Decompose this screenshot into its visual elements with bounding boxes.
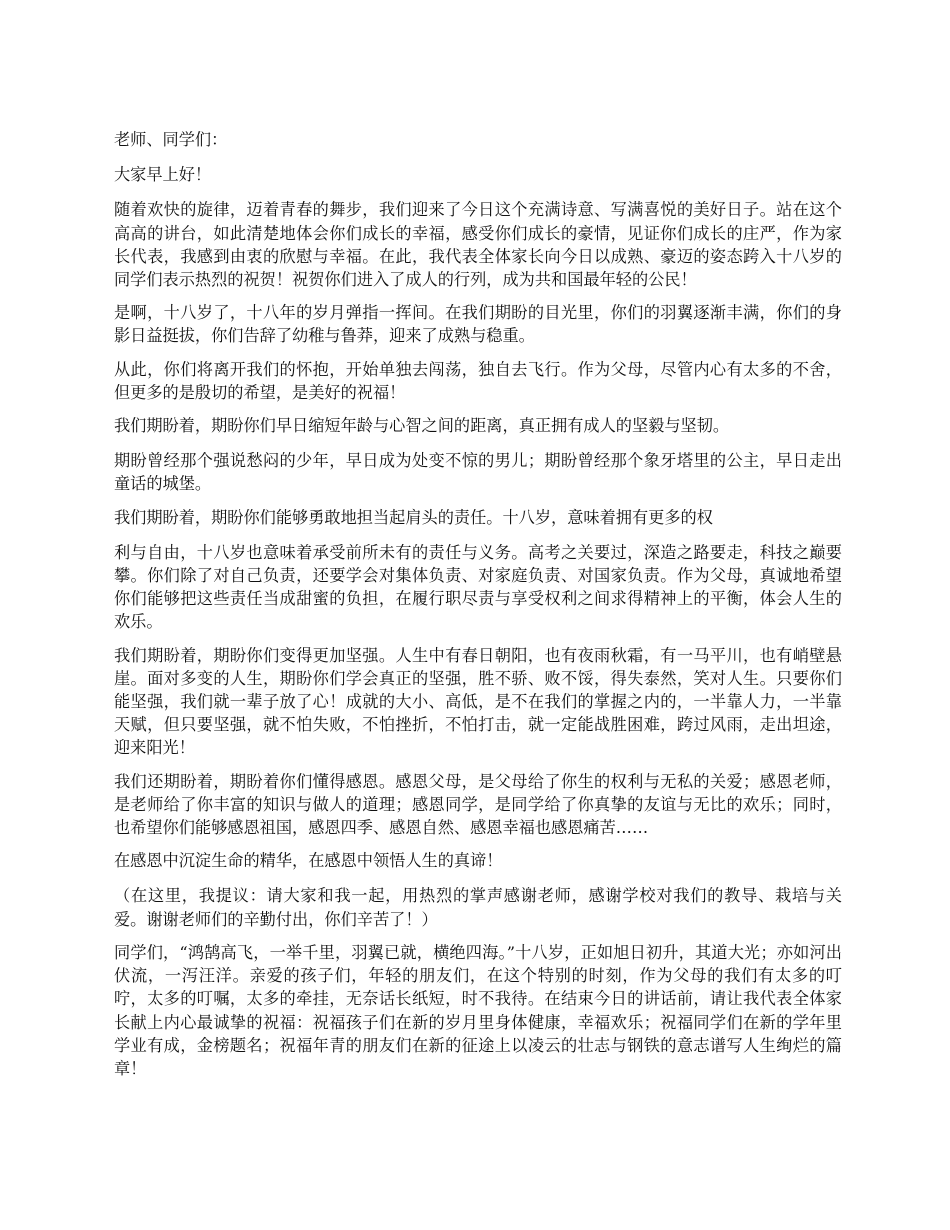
paragraph: 利与自由，十八岁也意味着承受前所未有的责任与义务。高考之关要过，深造之路要走，科技之巅要攀。你们除了对自己负责，还要学会对集体负责、对家庭负责、对国家负责。作为父母，真诚地希望你们能够把这些责任当成甜蜜的负担，在履行职尽责与享受权利之间求得精神上的平衡，体会人生的欢乐。: [114, 542, 842, 632]
paragraph: 我们期盼着，期盼你们早日缩短年龄与心智之间的距离，真正拥有成人的坚毅与坚韧。: [114, 416, 730, 436]
paragraph: 我们期盼着，期盼你们能够勇敢地担当起肩头的责任。十八岁，意味着拥有更多的权: [114, 507, 713, 527]
greeting: 大家早上好！: [114, 165, 212, 185]
document-page: [114, 128, 842, 1090]
paragraph: 期盼曾经那个强说愁闷的少年，早日成为处变不惊的男儿；期盼曾经那个象牙塔里的公主，早日走出童话的城堡。: [114, 451, 842, 494]
paragraph: 随着欢快的旋律，迈着青春的舞步，我们迎来了今日这个充满诗意、写满喜悦的美好日子。站在这个高高的讲台，如此清楚地体会你们成长的幸福，感受你们成长的豪情，见证你们成长的庄严，作为家长代表，我感到由衷的欣慰与幸福。在此，我代表全体家长向今日以成熟、豪迈的姿态跨入十八岁的同学们表示热烈的祝贺！祝贺你们进入了成人的行列，成为共和国最年轻的公民！: [114, 200, 842, 290]
paragraph: （在这里，我提议：请大家和我一起，用热烈的掌声感谢老师，感谢学校对我们的教导、栽培与关爱。谢谢老师们的辛勤付出，你们辛苦了！）: [114, 886, 842, 929]
paragraph: 是啊，十八岁了，十八年的岁月弹指一挥间。在我们期盼的目光里，你们的羽翼逐渐丰满，你们的身影日益挺拔，你们告辞了幼稚与鲁莽，迎来了成熟与稳重。: [114, 303, 842, 346]
paragraph: 我们期盼着，期盼你们变得更加坚强。人生中有春日朝阳，也有夜雨秋霜，有一马平川，也有峭壁悬崖。面对多变的人生，期盼你们学会真正的坚强，胜不骄、败不馁，得失泰然，笑对人生。只要你们能坚强，我们就一辈子放了心！成就的大小、高低，是不在我们的掌握之内的，一半靠人力，一半靠天赋，但只要坚强，就不怕失败，不怕挫折，不怕打击，就一定能战胜困难，跨过风雨，走出坦途，迎来阳光！: [114, 645, 842, 758]
paragraph: 我们还期盼着，期盼着你们懂得感恩。感恩父母，是父母给了你生的权利与无私的关爱；感恩老师，是老师给了你丰富的知识与做人的道理；感恩同学，是同学给了你真挚的友谊与无比的欢乐；同时，也希望你们能够感恩祖国，感恩四季、感恩自然、感恩幸福也感恩痛苦……: [114, 771, 842, 838]
closing-paragraph: 同学们，“鸿鹄高飞，一举千里，羽翼已就，横绝四海。”十八岁，正如旭日初升，其道大光；亦如河出伏流，一泻汪洋。亲爱的孩子们，年轻的朋友们，在这个特别的时刻，作为父母的我们有太多的叮咛，太多的叮嘱，太多的牵挂，无奈话长纸短，时不我待。在结束今日的讲话前，请让我代表全体家长献上内心最诚挚的祝福：祝福孩子们在新的岁月里身体健康，幸福欢乐；祝福同学们在新的学年里学业有成，金榜题名；祝福年青的朋友们在新的征途上以凌云的壮志与钢铁的意志谱写人生绚烂的篇章！: [114, 942, 842, 1078]
salutation: 老师、同学们：: [114, 130, 228, 149]
paragraph: 从此，你们将离开我们的怀抱，开始单独去闯荡，独自去飞行。作为父母，尽管内心有太多的不舍，但更多的是殷切的希望，是美好的祝福！: [114, 359, 842, 402]
paragraph: 在感恩中沉淀生命的精华，在感恩中领悟人生的真谛！: [114, 851, 503, 871]
